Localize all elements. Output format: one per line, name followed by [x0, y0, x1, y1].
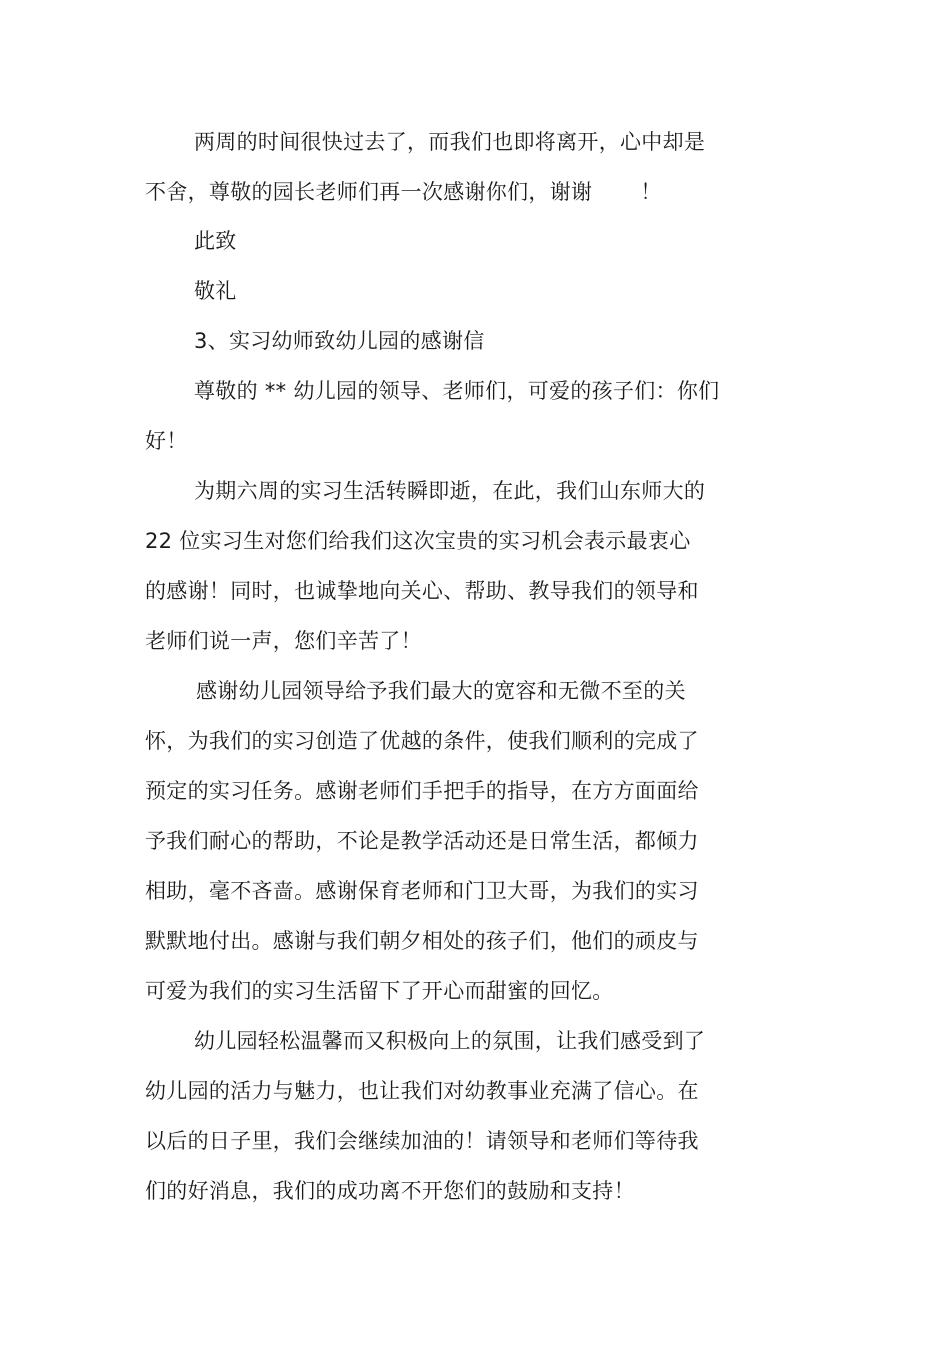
paragraph-line: 以后的日子里，我们会继续加油的！请领导和老师们等待我 [145, 1129, 699, 1153]
closing-line: 此致 [194, 229, 237, 253]
paragraph-line: 感谢幼儿园领导给予我们最大的宽容和无微不至的关 [196, 679, 686, 703]
paragraph-line: 为期六周的实习生活转瞬即逝，在此，我们山东师大的 [194, 479, 706, 503]
paragraph-line: 的感谢！同时，也诚挚地向关心、帮助、教导我们的领导和 [145, 579, 699, 603]
section-heading: 3、实习幼师致幼儿园的感谢信 [194, 329, 485, 353]
paragraph-line: 们的好消息，我们的成功离不开您们的鼓励和支持！ [145, 1179, 635, 1203]
paragraph-line: 怀，为我们的实习创造了优越的条件，使我们顺利的完成了 [145, 729, 699, 753]
paragraph-line: 幼儿园的活力与魅力，也让我们对幼教事业充满了信心。在 [145, 1079, 699, 1103]
paragraph-line: 幼儿园轻松温馨而又积极向上的氛围，让我们感受到了 [194, 1029, 706, 1053]
salutation-line: 尊敬的 ** 幼儿园的领导、老师们，可爱的孩子们：你们 [194, 379, 720, 403]
paragraph-line: 予我们耐心的帮助，不论是教学活动还是日常生活，都倾力 [145, 829, 699, 853]
paragraph-line: 22 位实习生对您们给我们这次宝贵的实习机会表示最衷心 [145, 529, 691, 553]
exclamation-mark: ！ [640, 180, 662, 204]
paragraph-line: 默默地付出。感谢与我们朝夕相处的孩子们，他们的顽皮与 [145, 929, 699, 953]
paragraph-line-text: 不舍，尊敬的园长老师们再一次感谢你们，谢谢 [145, 180, 593, 204]
paragraph-line: 两周的时间很快过去了，而我们也即将离开，心中却是 [194, 130, 706, 154]
paragraph-line: 预定的实习任务。感谢老师们手把手的指导，在方方面面给 [145, 779, 699, 803]
salutation-line: 好！ [145, 429, 188, 453]
paragraph-line: 相助，毫不吝啬。感谢保育老师和门卫大哥，为我们的实习 [145, 879, 699, 903]
paragraph-line [145, 177, 662, 207]
paragraph-line: 老师们说一声，您们辛苦了！ [145, 629, 422, 653]
paragraph-line: 可爱为我们的实习生活留下了开心而甜蜜的回忆。 [145, 979, 614, 1003]
closing-salute: 敬礼 [194, 279, 237, 303]
